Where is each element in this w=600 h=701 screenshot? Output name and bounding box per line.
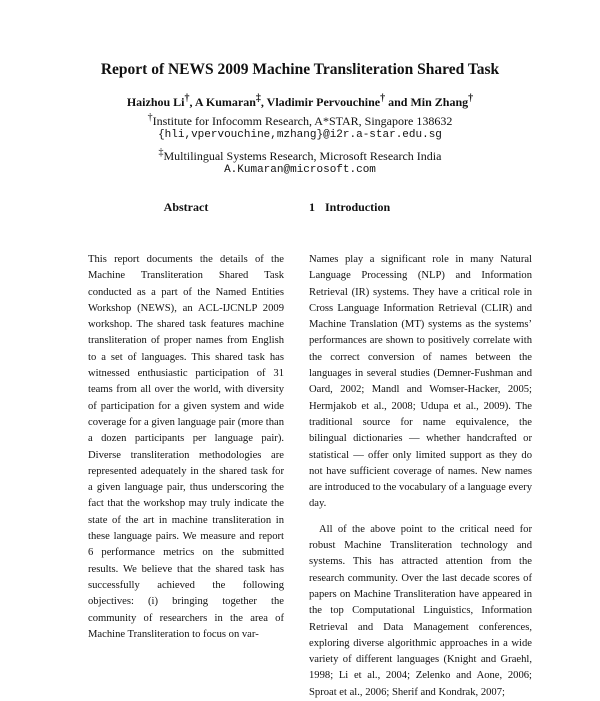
author-name: A Kumaran xyxy=(194,95,256,109)
affiliation-email: A.Kumaran@microsoft.com xyxy=(224,164,376,176)
author-name: Vladimir Pervouchine xyxy=(266,95,381,109)
paper-title: Report of NEWS 2009 Machine Transliteration Shared Task xyxy=(100,61,500,78)
affiliation-mark: ‡ xyxy=(158,147,164,158)
author-name: Min Zhang xyxy=(410,95,469,109)
author-name: Haizhou Li xyxy=(126,95,185,109)
author-mark: † xyxy=(380,93,386,104)
section-title: Introduction xyxy=(325,200,391,214)
section-number: 1 xyxy=(309,200,315,214)
author-list: Haizhou Li†, A Kumaran‡, Vladimir Pervouchine† and Min Zhang† xyxy=(126,93,474,109)
section-heading-introduction xyxy=(309,200,400,215)
introduction-column xyxy=(309,252,532,701)
author-mark: ‡ xyxy=(255,93,261,104)
affiliation-email: {hli,vpervouchine,mzhang}@i2r.a-star.edu.sg xyxy=(158,129,442,141)
introduction-paragraph: All of the above point to the critical need for robust Machine Transliteration technology and systems. This has attracted attention from the research community. Over the last decade scores of papers on Machine Transliteration have appeared in the top Computational Linguistics, Information Retrieval and Data Management conferences, exploring diverse algorithmic approaches in a wide variety of different languages (Knight and Graehl, 1998; Li et al., 2004; Zelenko and Aone, 2006; Sproat et al., 2006; Sherif and Kondrak, 2007; xyxy=(309,523,532,698)
author-mark: † xyxy=(184,93,190,104)
abstract-column xyxy=(88,252,284,643)
affiliation-institute: Institute for Infocomm Research, A*STAR, Singapore 138632 xyxy=(152,114,453,128)
author-mark: † xyxy=(468,93,474,104)
abstract-heading: Abstract xyxy=(163,200,209,214)
abstract-text: This report documents the details of the Machine Transliteration Shared Task conducted as a part of the Named Entities Workshop (NEWS), an ACL-IJCNLP 2009 workshop. The shared task features machine transliteration of proper names from English to a set of languages. This shared task has witnessed enthusiastic participation of 31 teams from all over the world, with diversity of participation for a given system and wide coverage for a given language pair (more than a dozen participants per language pair). Diverse transliteration methodologies are represented adequately in the shared task for a given language pair, thus underscoring the fact that the workshop may truly indicate the state of the art in machine transliteration in these language pairs. We measure and report 6 performance metrics on the submitted results. We believe that the shared task has successfully achieved the following objectives: (i) bringing together the community of researchers in the area of Machine Transliteration to focus on var- xyxy=(88,254,284,640)
introduction-paragraph: Names play a significant role in many Natural Language Processing (NLP) and Information Retrieval (IR) systems. They have a critical role in Cross Language Information Retrieval (CLIR) and Machine Translation (MT) systems as the systems’ performances are shown to positively correlate with the correct conversion of names between the languages in several studies (Demner-Fushman and Oard, 2002; Mandl and Womser-Hacker, 2005; Hermjakob et al., 2008; Udupa et al., 2009). The traditional source for name equivalence, the bilingual dictionaries — whether handcrafted or statistical — offer only limited support as they do not have sufficient coverage of names. New names are introduced to the vocabulary of a language every day. xyxy=(309,254,532,510)
affiliation-mark: † xyxy=(147,112,153,123)
affiliation-1 xyxy=(0,111,600,142)
affiliation-2 xyxy=(0,146,600,177)
affiliation-institute: Multilingual Systems Research, Microsoft Research India xyxy=(163,149,442,163)
